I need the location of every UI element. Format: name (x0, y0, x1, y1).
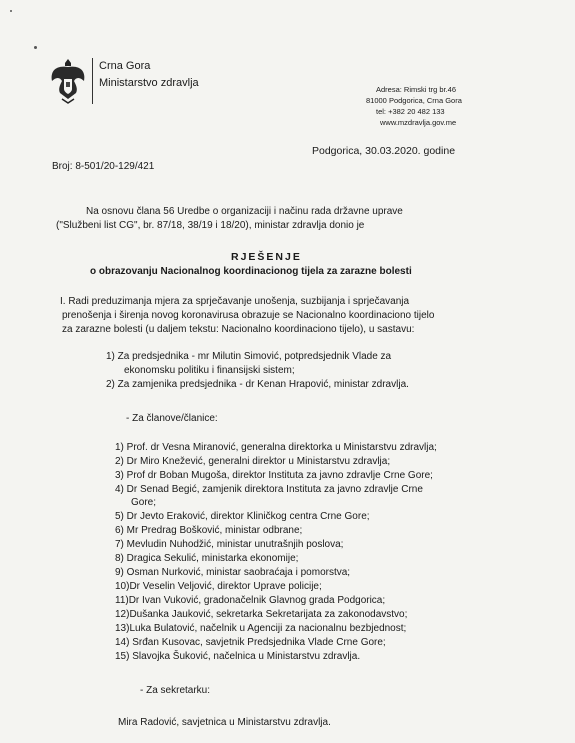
address-web: www.mzdravlja.gov.me (380, 118, 457, 127)
member-item: 6) Mr Predrag Bošković, ministar odbrane; (115, 525, 303, 536)
secretary-name: Mira Radović, savjetnica u Ministarstvu zdravlja. (118, 717, 331, 728)
member-item: 10)Dr Veselin Veljović, direktor Uprave policije; (115, 581, 322, 592)
address-tel: tel: +382 20 482 133 (376, 107, 445, 116)
member-item: 7) Mevludin Nuhodžić, ministar unutrašnjih poslova; (115, 539, 344, 550)
member-item: 9) Osman Nurković, ministar saobraćaja i pomorstva; (115, 567, 351, 578)
member-item: 12)Dušanka Jauković, sekretarka Sekretarijata za zakonodavstvo; (115, 609, 408, 620)
member-item: Gore; (131, 497, 157, 508)
org-ministry: Ministarstvo zdravlja (99, 77, 199, 89)
member-item: 8) Dragica Sekulić, ministarka ekonomije; (115, 553, 299, 564)
member-item: 5) Dr Jevto Eraković, direktor Kliničkog centra Crne Gore; (115, 511, 370, 522)
org-name (99, 58, 199, 92)
address-block (366, 84, 462, 128)
member-item: 13)Luka Bulatović, načelnik u Agenciji za nacionalnu bezbjednost; (115, 623, 407, 634)
leader-item-1-line-1: 1) Za predsjednika - mr Milutin Simović, potpredsjednik Vlade za (106, 351, 392, 362)
address-street: Adresa: Rimski trg br.46 (376, 85, 457, 94)
intro-line-1: Na osnovu člana 56 Uredbe o organizaciji i načinu rada državne uprave (86, 206, 403, 217)
leader-item-2: 2) Za zamjenika predsjednika - dr Kenan Hrapović, ministar zdravlja. (106, 379, 409, 390)
section1-line-3: za zarazne bolesti (u daljem tekstu: Nacionalno koordinaciono tijelo), u sastavu: (62, 324, 415, 335)
leader-item-1-line-2: ekonomsku politiku i finansijski sistem; (124, 365, 295, 376)
member-item: 15) Slavojka Šuković, načelnica u Ministarstvu zdravlja. (115, 651, 361, 662)
member-item: 1) Prof. dr Vesna Miranović, generalna direktorka u Ministarstvu zdravlja; (115, 442, 437, 453)
org-country: Crna Gora (99, 60, 151, 72)
secretary-heading: - Za sekretarku: (140, 685, 211, 696)
member-item: 11)Dr Ivan Vuković, gradonačelnik Glavnog grada Podgorica; (115, 595, 386, 606)
document-title: RJEŠENJE (231, 251, 302, 263)
scan-mark (10, 10, 12, 12)
document-subtitle: o obrazovanju Nacionalnog koordinacionog tijela za zarazne bolesti (90, 266, 412, 277)
coat-of-arms-icon (48, 55, 88, 105)
section1-line-2: prenošenja i širenja novog koronavirusa obrazuje se Nacionalno koordinaciono tijelo (62, 310, 435, 321)
member-item: 14) Srđan Kusovac, savjetnik Predsjednika Vlade Crne Gore; (115, 637, 386, 648)
intro-line-2: ("Službeni list CG", br. 87/18, 38/19 i 18/20), ministar zdravlja donio je (56, 220, 365, 231)
member-item: 4) Dr Senad Begić, zamjenik direktora Instituta za javno zdravlje Crne (115, 484, 423, 495)
section1-line-1: I. Radi preduzimanja mjera za sprječavanje unošenja, suzbijanja i sprječavanja (60, 296, 410, 307)
scan-mark (34, 46, 37, 49)
document-number: Broj: 8-501/20-129/421 (52, 161, 155, 172)
place-date: Podgorica, 30.03.2020. godine (312, 145, 456, 157)
member-item: 2) Dr Miro Knežević, generalni direktor u Ministarstvu zdravlja; (115, 456, 391, 467)
members-heading: - Za članove/članice: (126, 413, 218, 424)
address-city: 81000 Podgorica, Crna Gora (366, 96, 462, 105)
header-divider (92, 58, 93, 104)
member-item: 3) Prof dr Boban Mugoša, direktor Instituta za javno zdravlje Crne Gore; (115, 470, 433, 481)
